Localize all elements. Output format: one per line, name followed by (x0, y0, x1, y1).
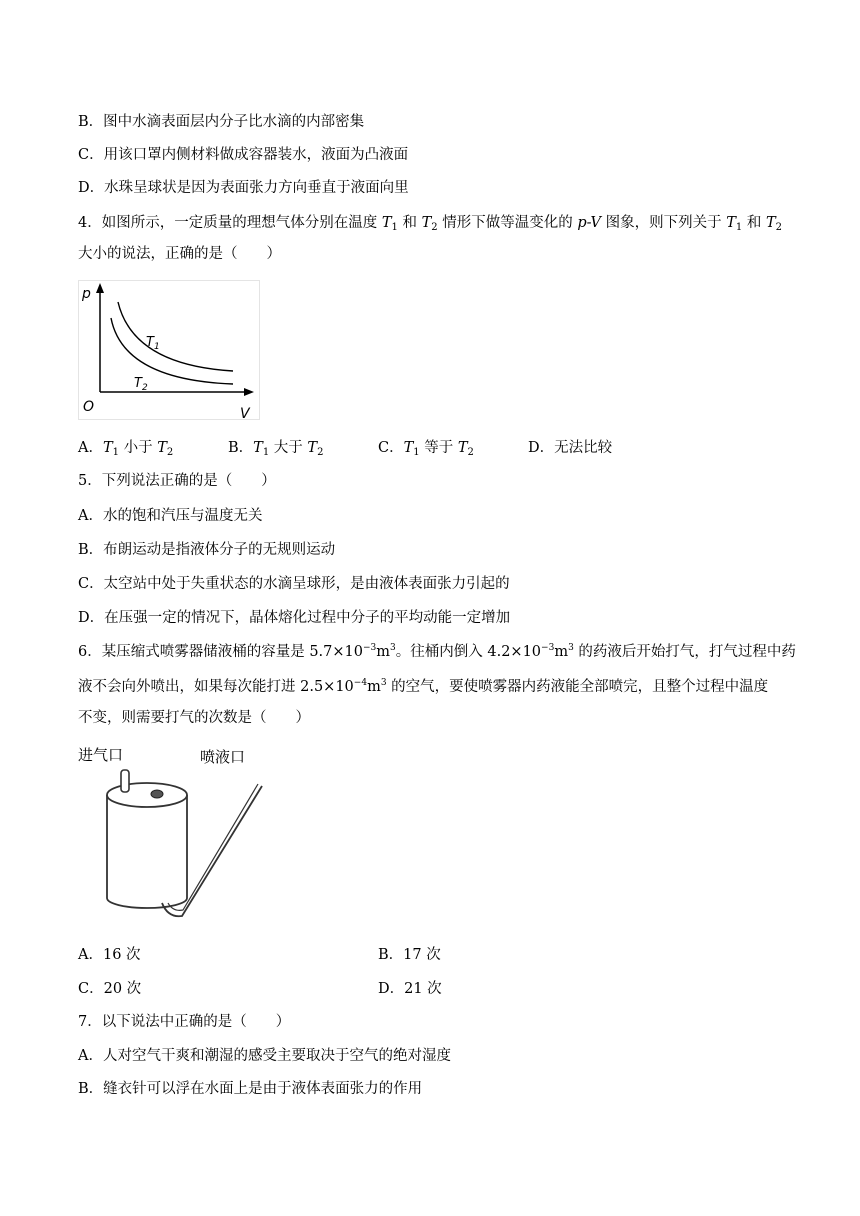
q4-option-c: C．$T_1$ 等于 $T_2$ (378, 440, 474, 458)
t2-label: $T_2$ (134, 376, 148, 393)
q6-stem-line1: 6．某压缩式喷雾器储液桶的容量是 $5.7\times 10^{-3}m^3$。往桶内倒入 $4.2\times 10^{-3}m^3$ 的药液后开始打气，打气过程中药 (78, 643, 796, 660)
q6-option-d: D．21 次 (378, 981, 442, 997)
q3-option-b: B．图中水滴表面层内分子比水滴的内部密集 (78, 114, 365, 130)
q4-option-a: A．$T_1$ 小于 $T_2$ (78, 440, 174, 458)
inlet-pipe (121, 770, 129, 792)
q7-option-b: B．缝衣针可以浮在水面上是由于液体表面张力的作用 (78, 1081, 423, 1097)
q4-stem-line1: 4．如图所示，一定质量的理想气体分别在温度 $T_1$ 和 $T_2$ 情形下做等温变化的 p-V 图象，则下列关于 $T_1$ 和 $T_2$ (78, 215, 783, 233)
t1-label: $T_1$ (146, 335, 160, 352)
q6-stem-line3: 不变，则需要打气的次数是（ ） (78, 710, 310, 726)
q4-option-b: B．$T_1$ 大于 $T_2$ (228, 440, 324, 458)
sprayer-figure (76, 740, 276, 935)
q6-option-c: C．20 次 (78, 981, 142, 997)
q3-option-d: D．水珠呈球状是因为表面张力方向垂直于液面向里 (78, 180, 409, 196)
q7-stem: 7．以下说法中正确的是（ ） (78, 1014, 291, 1030)
q4-stem-line2: 大小的说法，正确的是（ ） (78, 246, 281, 262)
isotherm-t1 (118, 302, 233, 371)
q5-option-b: B．布朗运动是指液体分子的无规则运动 (78, 542, 336, 558)
q3-option-c: C．用该口罩内侧材料做成容器装水，液面为凸液面 (78, 147, 409, 163)
p-axis-arrow (96, 283, 104, 293)
q5-option-d: D．在压强一定的情况下，晶体熔化过程中分子的平均动能一定增加 (78, 610, 511, 626)
p-axis-label: p (82, 286, 91, 302)
v-axis-label: V (240, 406, 250, 420)
q6-stem-line2: 液不会向外喷出，如果每次能打进 $2.5\times 10^{-4}m^3$ 的空气，要使喷雾器内药液能全部喷完，且整个过程中温度 (78, 678, 769, 695)
q4-option-d: D．无法比较 (528, 440, 613, 456)
tank-knob (151, 790, 163, 798)
origin-label: O (83, 399, 95, 415)
v-axis-arrow (244, 388, 254, 396)
q6-option-a: A．16 次 (78, 947, 141, 963)
q5-stem: 5．下列说法正确的是（ ） (78, 473, 276, 489)
q7-option-a: A．人对空气干爽和潮湿的感受主要取决于空气的绝对湿度 (78, 1048, 451, 1064)
q5-option-a: A．水的饱和汽压与温度无关 (78, 508, 263, 524)
q5-option-c: C．太空站中处于失重状态的水滴呈球形，是由液体表面张力引起的 (78, 576, 510, 592)
tank-top (107, 783, 187, 807)
q6-option-b: B．17 次 (378, 947, 441, 963)
outlet-label: 喷液口 (200, 748, 246, 766)
inlet-label: 进气口 (78, 746, 124, 764)
tank-body (107, 795, 187, 908)
pv-isotherm-figure (78, 280, 260, 420)
